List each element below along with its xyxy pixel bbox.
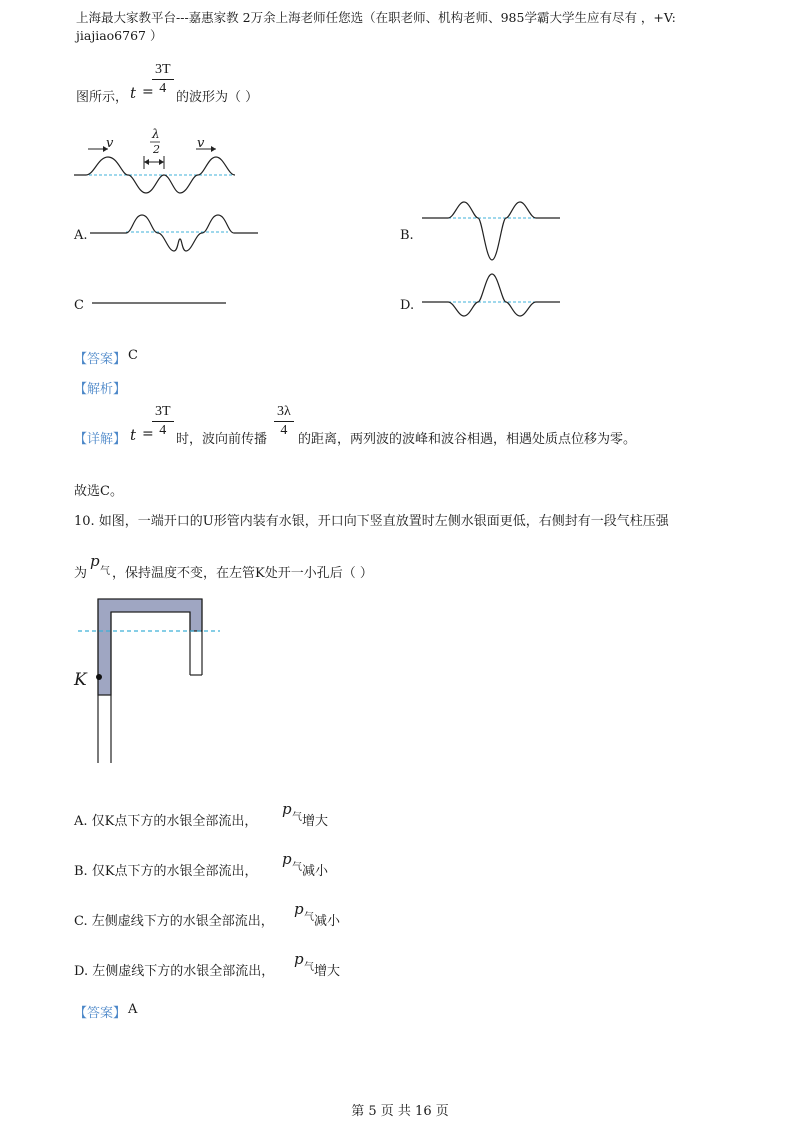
q10-option-c-p-symbol: p [294, 900, 304, 918]
q9-v-left-label: v [106, 136, 114, 151]
q10-k-label: K [74, 670, 87, 690]
q9-detail-tail: 的距离，两列波的波峰和波谷相遇，相遇处质点位移为零。 [298, 432, 637, 447]
q9-option-a-label: A. [74, 228, 88, 243]
q9-detail-t-var: t [130, 426, 137, 444]
q9-detail-mid: 时，波向前传播 [176, 432, 268, 447]
q10-option-c-text: C. 左侧虚线下方的水银全部流出， [74, 914, 274, 929]
q10-stem-line-1: 10. 如图，一端开口的U形管内装有水银，开口向下竖直放置时左侧水银面更低，右侧封有一段气柱压强 [74, 514, 669, 529]
q10-option-a-p-subscript: 气 [292, 812, 302, 823]
q9-detail-fraction-2 [274, 404, 294, 439]
q10-answer-value: A [128, 1002, 138, 1017]
q9-eq: = [142, 84, 154, 100]
q9-v-right-label: v [197, 136, 205, 151]
page-number: 第 5 页 共 16 页 [351, 1104, 449, 1119]
q10-option-b-p-subscript: 气 [292, 862, 302, 873]
q10-u-tube-figure [70, 595, 230, 770]
q10-option-d-suffix: 增大 [314, 964, 341, 979]
q10-option-d-text: D. 左侧虚线下方的水银全部流出， [74, 964, 275, 979]
q10-option-d-p-symbol: p [294, 950, 304, 968]
q9-option-c-wave [92, 298, 232, 308]
q9-option-d-label: D. [400, 298, 415, 313]
q9-fraction-den: 4 [159, 81, 167, 96]
q10-stem-line-2-suffix: ，保持温度不变，在左管K处开一小孔后（ ） [112, 566, 373, 581]
q9-stem-prefix: 图所示， [76, 90, 129, 105]
q9-answer-tag: 【答案】 [74, 352, 127, 367]
q10-option-b-suffix: 减小 [302, 864, 329, 879]
q9-t-var: t [130, 84, 137, 102]
q9-answer-value: C [128, 348, 138, 363]
q9-conclusion: 故选C。 [74, 484, 123, 499]
q9-detail-fraction-num: 3T [152, 404, 174, 422]
q9-detail-eq: = [142, 426, 154, 442]
q9-fraction-num: 3T [152, 62, 174, 80]
q10-option-a-suffix: 增大 [302, 814, 329, 829]
q10-option-b-text: B. 仅K点下方的水银全部流出， [74, 864, 258, 879]
header-line-1: 上海最大家教平台---嘉惠家教 2万余上海老师任您选（在职老师、机构老师、985学霸大学生应有尽有 ，+V: [76, 10, 676, 25]
q9-option-b-label: B. [400, 228, 414, 243]
q9-detail-fraction-2-num: 3λ [274, 404, 294, 422]
q10-option-a-text: A. 仅K点下方的水银全部流出， [74, 814, 258, 829]
q10-answer-tag: 【答案】 [74, 1006, 127, 1021]
q9-lambda-den: 2 [153, 143, 160, 156]
q9-detail-fraction [152, 404, 174, 439]
q10-option-b-p-symbol: p [282, 850, 292, 868]
q10-stem-line-2-prefix: 为 [74, 566, 88, 581]
q9-fraction [152, 62, 174, 97]
q9-option-a-wave [88, 205, 263, 255]
q9-detail-fraction-2-den: 4 [280, 423, 288, 438]
q9-option-c-label: C [74, 298, 84, 313]
q10-option-c-p-subscript: 气 [304, 912, 314, 923]
q9-detail-tag: 【详解】 [74, 432, 127, 447]
q10-p-subscript: 气 [100, 566, 110, 577]
q10-option-a-p-symbol: p [282, 800, 292, 818]
q9-analysis-tag: 【解析】 [74, 382, 127, 397]
q9-option-b-wave [420, 198, 565, 263]
q10-p-symbol: p [90, 552, 100, 570]
q10-option-c-suffix: 减小 [314, 914, 341, 929]
q9-stem-suffix: 的波形为（ ） [176, 90, 259, 105]
q9-lambda-num: λ [152, 127, 160, 141]
header-line-2: jiajiao6767 ） [76, 28, 163, 43]
q9-detail-fraction-den: 4 [159, 423, 167, 438]
q9-option-d-wave [420, 270, 565, 325]
q10-option-d-p-subscript: 气 [304, 962, 314, 973]
